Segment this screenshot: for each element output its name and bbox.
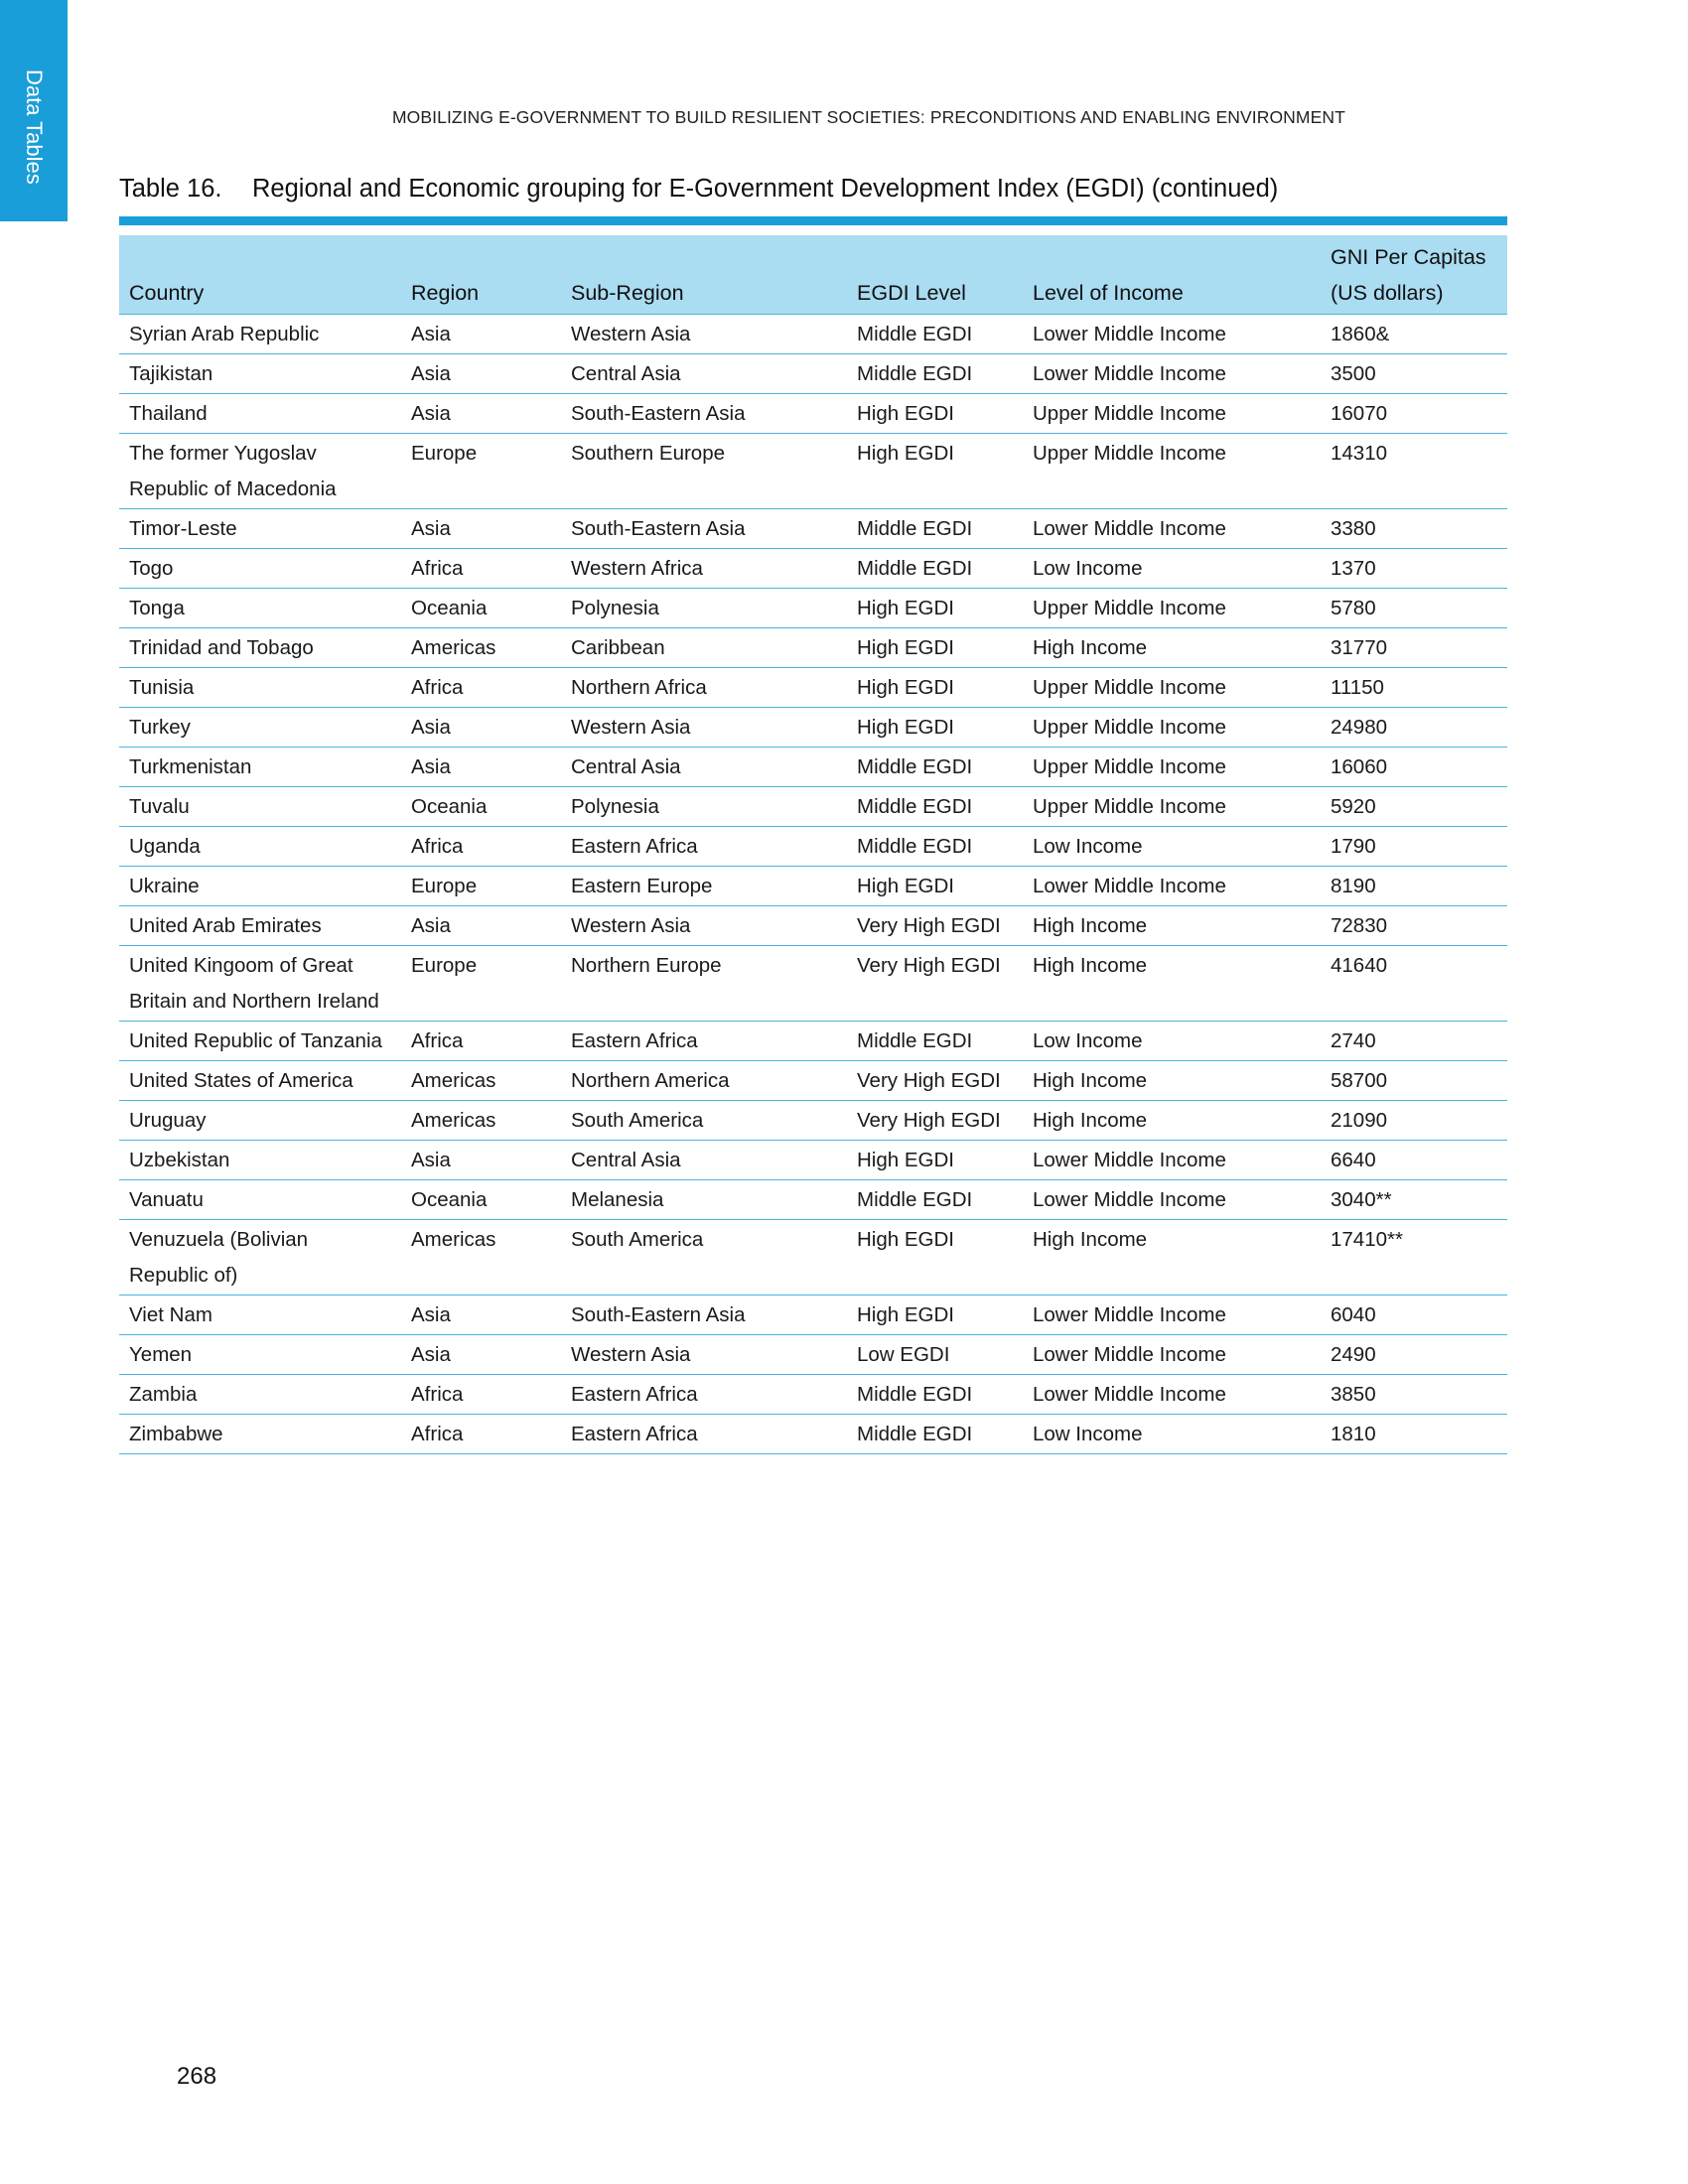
country-cell: The former Yugoslav Republic of Macedonia [119,434,401,509]
country-cell: Uzbekistan [119,1141,401,1180]
egdi-level-cell: Middle EGDI [847,354,1023,394]
egdi-level-cell: Middle EGDI [847,1375,1023,1415]
subregion-cell: Western Asia [561,708,847,748]
egdi-level-cell: High EGDI [847,668,1023,708]
table-row [119,589,1507,628]
income-level-cell: Upper Middle Income [1023,589,1321,628]
gni-cell: 16060 [1321,748,1507,787]
egdi-level-cell: Very High EGDI [847,1101,1023,1141]
egdi-level-cell: Middle EGDI [847,1022,1023,1061]
column-header-gni [1321,235,1507,315]
region-cell: Americas [401,628,561,668]
table-row [119,906,1507,946]
table-row [119,1101,1507,1141]
region-cell: Asia [401,315,561,354]
table-body [119,315,1507,1454]
gni-cell: 2740 [1321,1022,1507,1061]
income-level-cell: Lower Middle Income [1023,354,1321,394]
gni-cell: 5920 [1321,787,1507,827]
gni-cell: 8190 [1321,867,1507,906]
gni-cell: 3850 [1321,1375,1507,1415]
region-cell: Africa [401,1415,561,1454]
region-cell: Oceania [401,787,561,827]
country-cell: Uruguay [119,1101,401,1141]
region-cell: Asia [401,509,561,549]
income-level-cell: Low Income [1023,1022,1321,1061]
subregion-cell: Eastern Africa [561,1022,847,1061]
subregion-cell: Central Asia [561,748,847,787]
table-row [119,827,1507,867]
income-level-cell: Lower Middle Income [1023,1335,1321,1375]
country-cell: Vanuatu [119,1180,401,1220]
table-row [119,787,1507,827]
column-header-country: Country [119,235,401,315]
egdi-level-cell: Middle EGDI [847,315,1023,354]
income-level-cell: Lower Middle Income [1023,867,1321,906]
subregion-cell: Western Asia [561,906,847,946]
table-row [119,315,1507,354]
gni-cell: 58700 [1321,1061,1507,1101]
country-cell: United Republic of Tanzania [119,1022,401,1061]
subregion-cell: South-Eastern Asia [561,394,847,434]
table-row [119,549,1507,589]
table-row [119,1022,1507,1061]
country-cell: Timor-Leste [119,509,401,549]
gni-cell: 16070 [1321,394,1507,434]
egdi-level-cell: High EGDI [847,628,1023,668]
region-cell: Europe [401,946,561,1022]
gni-cell: 5780 [1321,589,1507,628]
income-level-cell: Upper Middle Income [1023,668,1321,708]
table-row [119,748,1507,787]
egdi-level-cell: Low EGDI [847,1335,1023,1375]
egdi-level-cell: High EGDI [847,1296,1023,1335]
country-cell: Venuzuela (Bolivian Republic of) [119,1220,401,1296]
region-cell: Africa [401,1022,561,1061]
gni-cell: 1860& [1321,315,1507,354]
gni-cell: 3040** [1321,1180,1507,1220]
egdi-level-cell: High EGDI [847,1141,1023,1180]
income-level-cell: Lower Middle Income [1023,1180,1321,1220]
gni-cell: 1370 [1321,549,1507,589]
egdi-level-cell: Middle EGDI [847,549,1023,589]
country-cell: Tajikistan [119,354,401,394]
subregion-cell: Caribbean [561,628,847,668]
column-header-egdi-level: EGDI Level [847,235,1023,315]
table-row [119,1180,1507,1220]
country-cell: Yemen [119,1335,401,1375]
table-row [119,1141,1507,1180]
subregion-cell: South-Eastern Asia [561,1296,847,1335]
income-level-cell: Lower Middle Income [1023,315,1321,354]
country-cell: Uganda [119,827,401,867]
gni-cell: 31770 [1321,628,1507,668]
egdi-level-cell: High EGDI [847,394,1023,434]
region-cell: Asia [401,748,561,787]
gni-cell: 3500 [1321,354,1507,394]
income-level-cell: Upper Middle Income [1023,708,1321,748]
gni-cell: 72830 [1321,906,1507,946]
column-header-gni-line1: GNI Per Capitas [1331,245,1486,269]
table-row [119,394,1507,434]
table-row [119,668,1507,708]
gni-cell: 41640 [1321,946,1507,1022]
country-cell: United Arab Emirates [119,906,401,946]
egdi-level-cell: Middle EGDI [847,1180,1023,1220]
egdi-level-cell: Very High EGDI [847,1061,1023,1101]
income-level-cell: Upper Middle Income [1023,394,1321,434]
egdi-level-cell: Middle EGDI [847,827,1023,867]
income-level-cell: Lower Middle Income [1023,1141,1321,1180]
subregion-cell: Western Asia [561,315,847,354]
subregion-cell: South America [561,1101,847,1141]
title-rule [119,216,1507,225]
table-row [119,946,1507,1022]
region-cell: Oceania [401,589,561,628]
page-number: 268 [177,2063,217,2090]
region-cell: Africa [401,668,561,708]
gni-cell: 2490 [1321,1335,1507,1375]
section-side-tab [0,0,68,221]
gni-cell: 1790 [1321,827,1507,867]
country-cell: United Kingoom of Great Britain and Northern Ireland [119,946,401,1022]
table-row [119,1220,1507,1296]
income-level-cell: High Income [1023,628,1321,668]
income-level-cell: High Income [1023,906,1321,946]
subregion-cell: Central Asia [561,354,847,394]
column-header-income-level: Level of Income [1023,235,1321,315]
egdi-level-cell: Middle EGDI [847,748,1023,787]
egdi-level-cell: Very High EGDI [847,946,1023,1022]
region-cell: Americas [401,1061,561,1101]
egdi-level-cell: Middle EGDI [847,787,1023,827]
country-cell: Trinidad and Tobago [119,628,401,668]
region-cell: Africa [401,827,561,867]
subregion-cell: South America [561,1220,847,1296]
country-cell: Tuvalu [119,787,401,827]
subregion-cell: Southern Europe [561,434,847,509]
subregion-cell: Polynesia [561,589,847,628]
region-cell: Africa [401,549,561,589]
country-cell: Turkey [119,708,401,748]
egdi-level-cell: High EGDI [847,708,1023,748]
country-cell: Syrian Arab Republic [119,315,401,354]
country-cell: Ukraine [119,867,401,906]
income-level-cell: High Income [1023,1101,1321,1141]
country-cell: Tunisia [119,668,401,708]
income-level-cell: Upper Middle Income [1023,434,1321,509]
region-cell: Africa [401,1375,561,1415]
gni-cell: 6040 [1321,1296,1507,1335]
region-cell: Asia [401,1296,561,1335]
income-level-cell: Upper Middle Income [1023,787,1321,827]
table-row [119,434,1507,509]
egdi-grouping-table [119,235,1507,1454]
income-level-cell: Lower Middle Income [1023,1296,1321,1335]
subregion-cell: Polynesia [561,787,847,827]
subregion-cell: Melanesia [561,1180,847,1220]
table-number: Table 16. [119,175,222,203]
table-title [119,175,1278,204]
gni-cell: 21090 [1321,1101,1507,1141]
region-cell: Asia [401,1335,561,1375]
table-row [119,1296,1507,1335]
income-level-cell: Low Income [1023,549,1321,589]
table-row [119,509,1507,549]
gni-cell: 11150 [1321,668,1507,708]
subregion-cell: Western Africa [561,549,847,589]
region-cell: Americas [401,1220,561,1296]
subregion-cell: Eastern Africa [561,827,847,867]
subregion-cell: Eastern Africa [561,1375,847,1415]
egdi-level-cell: Very High EGDI [847,906,1023,946]
country-cell: Turkmenistan [119,748,401,787]
subregion-cell: Central Asia [561,1141,847,1180]
region-cell: Asia [401,354,561,394]
subregion-cell: Western Asia [561,1335,847,1375]
table-title-text: Regional and Economic grouping for E-Government Development Index (EGDI) (continued) [252,175,1279,203]
gni-cell: 14310 [1321,434,1507,509]
region-cell: Europe [401,867,561,906]
country-cell: Togo [119,549,401,589]
income-level-cell: Lower Middle Income [1023,509,1321,549]
table-row [119,1415,1507,1454]
country-cell: Zimbabwe [119,1415,401,1454]
egdi-level-cell: High EGDI [847,434,1023,509]
income-level-cell: High Income [1023,946,1321,1022]
gni-cell: 1810 [1321,1415,1507,1454]
subregion-cell: Northern Africa [561,668,847,708]
region-cell: Asia [401,1141,561,1180]
country-cell: Thailand [119,394,401,434]
region-cell: Europe [401,434,561,509]
column-header-gni-line2: (US dollars) [1331,281,1444,305]
subregion-cell: Northern Europe [561,946,847,1022]
country-cell: Zambia [119,1375,401,1415]
gni-cell: 24980 [1321,708,1507,748]
subregion-cell: Eastern Europe [561,867,847,906]
column-header-subregion: Sub-Region [561,235,847,315]
country-cell: Viet Nam [119,1296,401,1335]
region-cell: Asia [401,708,561,748]
country-cell: United States of America [119,1061,401,1101]
table-header-row [119,235,1507,315]
region-cell: Asia [401,906,561,946]
table-row [119,1375,1507,1415]
gni-cell: 6640 [1321,1141,1507,1180]
table-row [119,1061,1507,1101]
income-level-cell: High Income [1023,1061,1321,1101]
subregion-cell: Eastern Africa [561,1415,847,1454]
table-row [119,867,1507,906]
egdi-level-cell: High EGDI [847,589,1023,628]
section-side-tab-label: Data Tables [22,69,47,185]
income-level-cell: Lower Middle Income [1023,1375,1321,1415]
gni-cell: 3380 [1321,509,1507,549]
table-row [119,1335,1507,1375]
egdi-level-cell: High EGDI [847,1220,1023,1296]
table-row [119,628,1507,668]
country-cell: Tonga [119,589,401,628]
region-cell: Asia [401,394,561,434]
column-header-region: Region [401,235,561,315]
subregion-cell: South-Eastern Asia [561,509,847,549]
table-row [119,708,1507,748]
gni-cell: 17410** [1321,1220,1507,1296]
egdi-level-cell: High EGDI [847,867,1023,906]
subregion-cell: Northern America [561,1061,847,1101]
income-level-cell: Upper Middle Income [1023,748,1321,787]
egdi-level-cell: Middle EGDI [847,509,1023,549]
running-header: MOBILIZING E-GOVERNMENT TO BUILD RESILIENT SOCIETIES: PRECONDITIONS AND ENABLING ENVIRONMENT [392,107,1345,127]
region-cell: Americas [401,1101,561,1141]
income-level-cell: Low Income [1023,1415,1321,1454]
egdi-level-cell: Middle EGDI [847,1415,1023,1454]
table-row [119,354,1507,394]
income-level-cell: Low Income [1023,827,1321,867]
income-level-cell: High Income [1023,1220,1321,1296]
region-cell: Oceania [401,1180,561,1220]
